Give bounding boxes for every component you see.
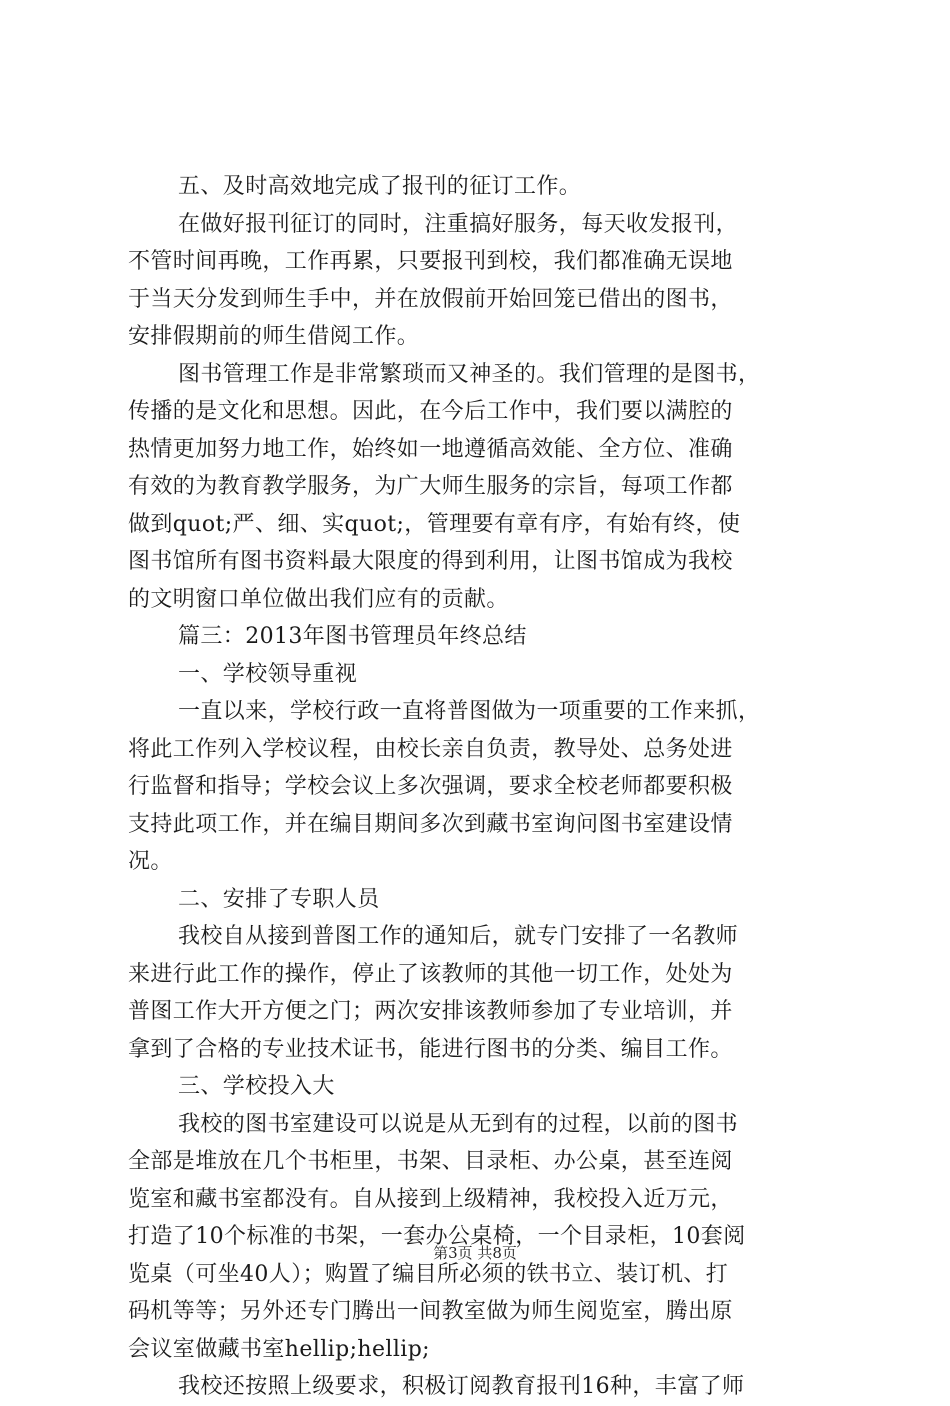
text-line: 篇三：2013年图书管理员年终总结: [178, 624, 527, 649]
text-line: 将此工作列入学校议程，由校长亲自负责，教导处、总务处进: [128, 736, 733, 762]
text-line: 二、安排了专职人员: [178, 886, 380, 912]
text-line: 况。: [128, 849, 173, 874]
text-line: 行监督和指导；学校会议上多次强调，要求全校老师都要积极: [128, 774, 733, 799]
text-line: 图书管理工作是非常繁琐而又神圣的。我们管理的是图书，: [178, 361, 761, 387]
text-line: 全部是堆放在几个书柜里，书架、目录柜、办公桌，甚至连阅: [128, 1149, 733, 1174]
text-line: 图书馆所有图书资料最大限度的得到利用，让图书馆成为我校: [128, 549, 733, 574]
text-line: 览桌（可坐40人）；购置了编目所必须的铁书立、装订机、打: [128, 1261, 729, 1287]
text-line: 五、及时高效地完成了报刊的征订工作。: [178, 174, 582, 199]
text-line: 览室和藏书室都没有。自从接到上级精神，我校投入近万元，: [128, 1186, 733, 1212]
text-line: 传播的是文化和思想。因此，在今后工作中，我们要以满腔的: [128, 399, 733, 424]
text-line: 普图工作大开方便之门；两次安排该教师参加了专业培训，并: [128, 999, 733, 1024]
text-line: 做到quot;严、细、实quot;，管理要有章有序，有始有终，使: [128, 511, 741, 537]
text-line: 的文明窗口单位做出我们应有的贡献。: [128, 586, 509, 612]
text-line: 我校还按照上级要求，积极订阅教育报刊16种，丰富了师: [178, 1374, 745, 1399]
text-line: 热情更加努力地工作，始终如一地遵循高效能、全方位、准确: [128, 436, 733, 462]
text-line: 打造了10个标准的书架，一套办公桌椅，一个目录柜，10套阅: [128, 1224, 746, 1249]
text-line: 我校的图书室建设可以说是从无到有的过程，以前的图书: [178, 1111, 739, 1137]
text-line: 安排假期前的师生借阅工作。: [128, 324, 420, 349]
text-line: 会议室做藏书室hellip;hellip;: [128, 1336, 430, 1362]
text-line: 三、学校投入大: [178, 1074, 335, 1099]
text-line: 一直以来，学校行政一直将普图做为一项重要的工作来抓，: [178, 699, 761, 724]
text-line: 不管时间再晚，工作再累，只要报刊到校，我们都准确无误地: [128, 249, 733, 274]
document-body: [128, 168, 840, 1406]
page-footer: 第3页 共8页: [433, 1244, 517, 1262]
text-line: 拿到了合格的专业技术证书，能进行图书的分类、编目工作。: [128, 1036, 733, 1062]
text-line: 有效的为教育教学服务，为广大师生服务的宗旨，每项工作都: [128, 474, 733, 499]
text-line: 一、学校领导重视: [178, 661, 358, 687]
text-line: 我校自从接到普图工作的通知后，就专门安排了一名教师: [178, 924, 739, 949]
text-line: 码机等等；另外还专门腾出一间教室做为师生阅览室，腾出原: [128, 1299, 733, 1324]
text-line: 来进行此工作的操作，停止了该教师的其他一切工作，处处为: [128, 961, 733, 987]
text-line: 在做好报刊征订的同时，注重搞好服务，每天收发报刊，: [178, 211, 739, 237]
text-line: 支持此项工作，并在编目期间多次到藏书室询问图书室建设情: [128, 811, 733, 837]
text-line: 于当天分发到师生手中，并在放假前开始回笼已借出的图书，: [128, 286, 733, 312]
